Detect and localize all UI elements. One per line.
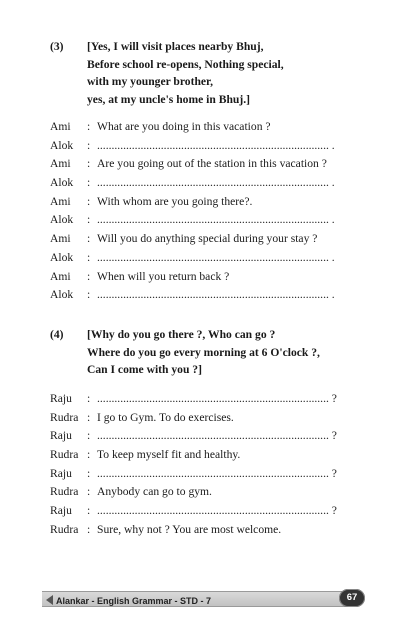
- answer-blank: ................................................................................ .: [97, 250, 335, 264]
- hint-line: [Why do you go there ?, Who can go ?: [87, 328, 276, 341]
- answer-blank: ................................................................................ .: [97, 288, 335, 302]
- answer-blank: ................................................................................ ?: [97, 504, 337, 518]
- footer-bar: [42, 591, 346, 607]
- answer-blank: ................................................................................ ?: [97, 429, 337, 443]
- exercise-3-dialogue: [50, 118, 350, 305]
- speaker-name: Ami: [50, 194, 71, 208]
- dialogue-text: I go to Gym. To do exercises.: [97, 410, 234, 424]
- hint-line: Can I come with you ?]: [87, 363, 202, 376]
- dialogue-line: Rudra : Anybody can go to gym.: [50, 483, 350, 502]
- answer-blank: ................................................................................ ?: [97, 466, 337, 480]
- exercise-3-header: [50, 38, 370, 108]
- dialogue-line: Ami : When will you return back ?: [50, 268, 350, 287]
- dialogue-line: Raju : ................................................................................ ?: [50, 502, 350, 521]
- speaker-name: Rudra: [50, 485, 79, 499]
- dialogue-line: Rudra : To keep myself fit and healthy.: [50, 446, 350, 465]
- dialogue-line: Ami : Are you going out of the station in this vacation ?: [50, 155, 350, 174]
- exercise-hints: [87, 326, 370, 379]
- dialogue-line: Alok : ................................................................................ .: [50, 211, 350, 230]
- speaker-name: Rudra: [50, 448, 79, 462]
- dialogue-line: Rudra : Sure, why not ? You are most welcome.: [50, 521, 350, 540]
- speaker-name: Raju: [50, 429, 72, 443]
- dialogue-line: Alok : ................................................................................ .: [50, 174, 350, 193]
- hint-line: yes, at my uncle's home in Bhuj.]: [87, 92, 250, 106]
- dialogue-text: To keep myself fit and healthy.: [97, 448, 241, 462]
- book-title: Alankar - English Grammar - STD - 7: [56, 596, 212, 606]
- dialogue-line: Raju : ................................................................................ ?: [50, 427, 350, 446]
- arrow-left-icon: [46, 595, 53, 605]
- hint-line: with my younger brother,: [87, 75, 214, 88]
- speaker-name: Ami: [50, 120, 71, 133]
- hint-line: Where do you go every morning at 6 O'clock ?,: [87, 345, 320, 359]
- speaker-name: Alok: [50, 250, 74, 264]
- hint-line: Before school re-opens, Nothing special,: [87, 57, 284, 71]
- speaker-name: Ami: [50, 269, 71, 283]
- speaker-name: Ami: [50, 157, 71, 171]
- dialogue-line: Raju : ................................................................................ ?: [50, 465, 350, 484]
- dialogue-line: Ami : With whom are you going there?.: [50, 193, 350, 212]
- dialogue-text: With whom are you going there?.: [97, 194, 253, 208]
- answer-blank: ................................................................................ ?: [97, 392, 337, 405]
- exercise-hints: [87, 38, 370, 108]
- speaker-name: Rudra: [50, 410, 79, 424]
- dialogue-text: Anybody can go to gym.: [97, 485, 212, 499]
- hint-line: [Yes, I will visit places nearby Bhuj,: [87, 40, 264, 53]
- exercise-number: (4): [50, 328, 64, 341]
- page-footer: [42, 589, 364, 607]
- dialogue-line: Alok : ................................................................................ .: [50, 137, 350, 156]
- dialogue-line: Alok : ................................................................................ .: [50, 286, 350, 305]
- speaker-name: Alok: [50, 288, 74, 302]
- dialogue-text: Sure, why not ? You are most welcome.: [97, 522, 282, 536]
- answer-blank: ................................................................................ .: [97, 213, 335, 227]
- answer-blank: ................................................................................ .: [97, 176, 335, 190]
- dialogue-text: When will you return back ?: [97, 269, 230, 283]
- speaker-name: Raju: [50, 466, 72, 480]
- dialogue-line: Alok : ................................................................................ .: [50, 249, 350, 268]
- dialogue-line: Rudra : I go to Gym. To do exercises.: [50, 409, 350, 428]
- dialogue-line: Ami : Will you do anything special during your stay ?: [50, 230, 350, 249]
- dialogue-line: Ami : What are you doing in this vacation ?: [50, 118, 350, 137]
- page-number: 67: [339, 589, 365, 607]
- speaker-name: Raju: [50, 504, 72, 518]
- exercise-number: (3): [50, 40, 64, 53]
- dialogue-text: Are you going out of the station in this vacation ?: [97, 157, 327, 171]
- speaker-name: Ami: [50, 232, 71, 246]
- exercise-4-header: [50, 326, 370, 379]
- speaker-name: Alok: [50, 213, 74, 227]
- speaker-name: Rudra: [50, 522, 79, 536]
- dialogue-text: Will you do anything special during your stay ?: [97, 232, 318, 246]
- speaker-name: Alok: [50, 176, 74, 190]
- dialogue-line: Raju : ................................................................................ ?: [50, 390, 350, 409]
- exercise-4-dialogue: [50, 390, 350, 540]
- answer-blank: ................................................................................ .: [97, 138, 335, 152]
- speaker-name: Alok: [50, 138, 74, 152]
- dialogue-text: What are you doing in this vacation ?: [97, 120, 271, 133]
- speaker-name: Raju: [50, 392, 72, 405]
